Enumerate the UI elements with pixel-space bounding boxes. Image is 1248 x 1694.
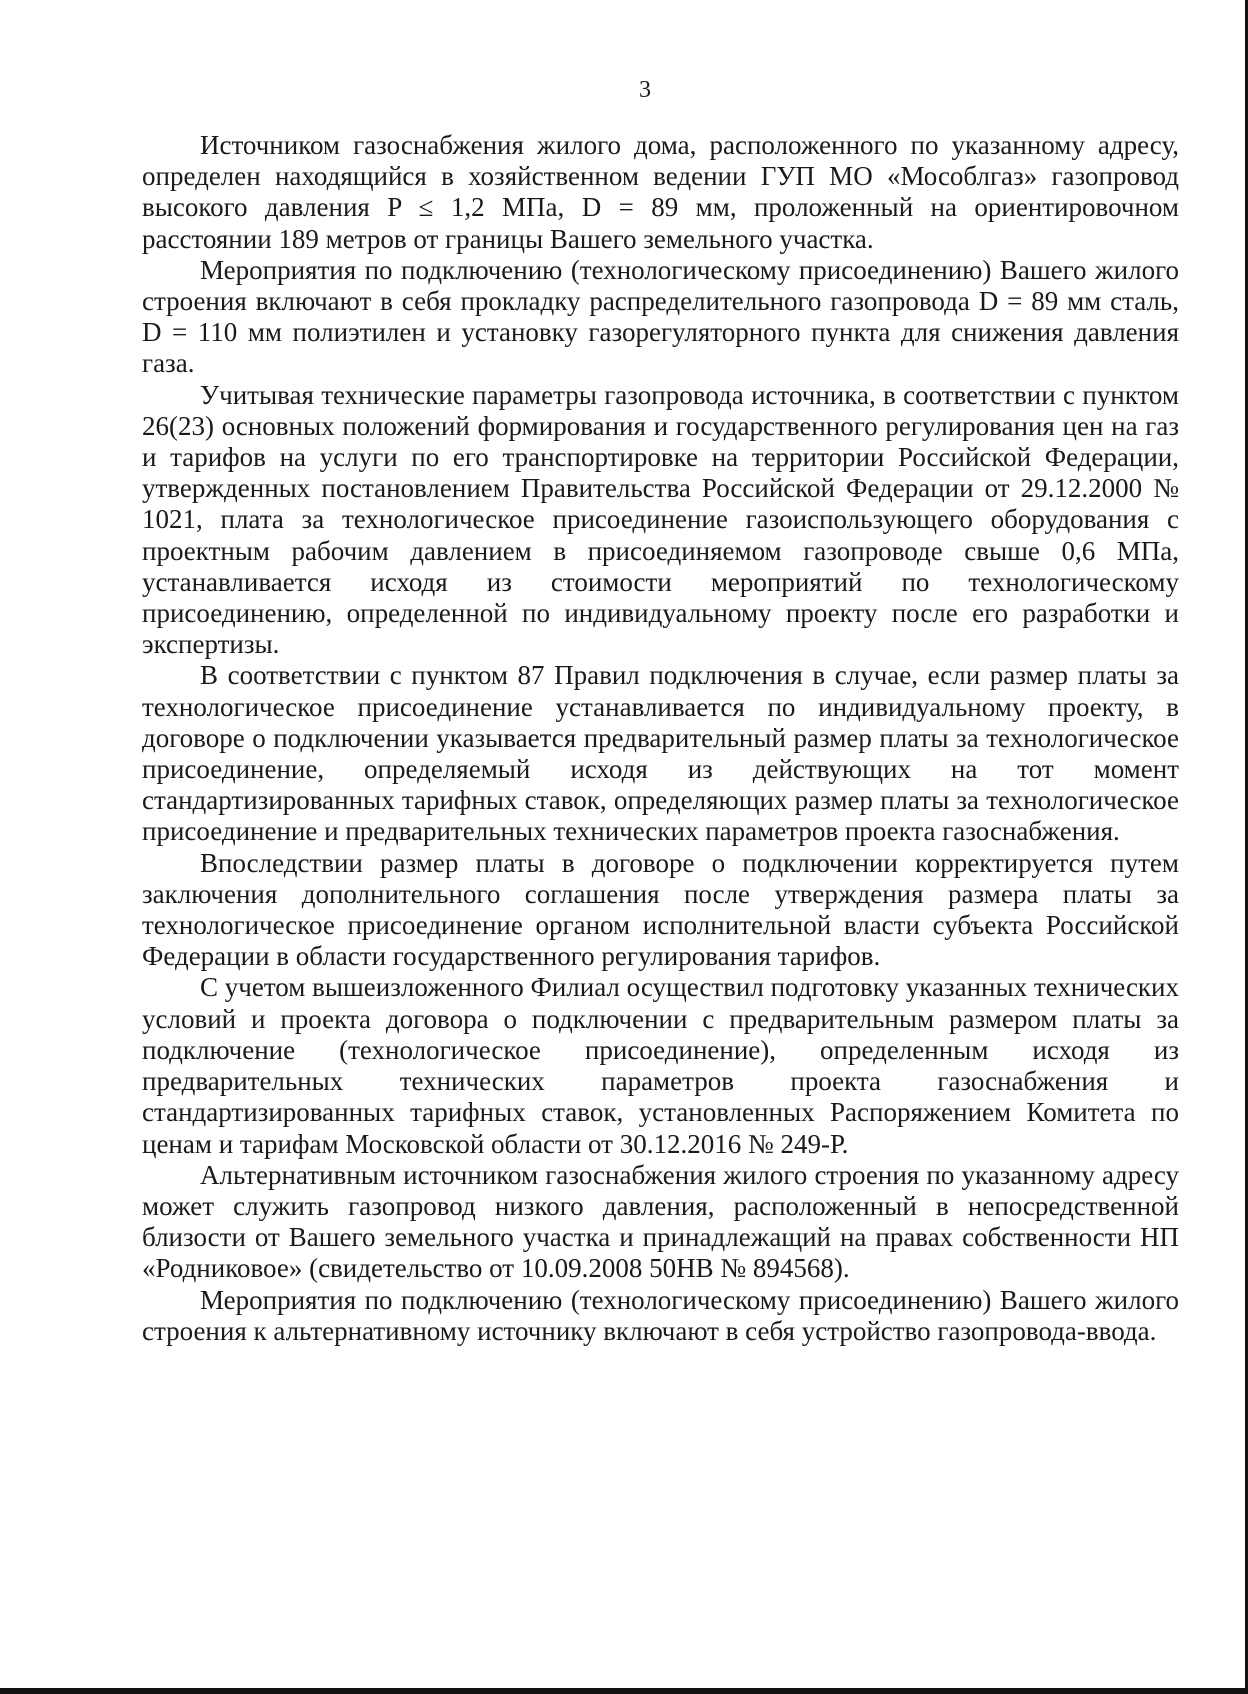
paragraph-rule-87: В соответствии с пунктом 87 Правил подключения в случае, если размер платы за технологическое присоединение устанавливается по индивидуальному проекту, в договоре о подключении указывается предварительный размер платы за технологическое присоединение, определяемый исходя из действующих на тот момент стандартизированных тарифных ставок, определяющих размер платы за технологическое присоединение и предварительных технических параметров проекта газоснабжения. <box>142 660 1179 847</box>
paragraph-gas-source: Источником газоснабжения жилого дома, расположенного по указанному адресу, определен находящийся в хозяйственном ведении ГУП МО «Мособлгаз» газопровод высокого давления P ≤ 1,2 МПа, D = 89 мм, проложенный на ориентировочном расстоянии 189 метров от границы Вашего земельного участка. <box>142 130 1179 254</box>
paragraph-connection-measures: Мероприятия по подключению (технологическому присоединению) Вашего жилого строения включают в себя прокладку распределительного газопровода D = 89 мм сталь, D = 110 мм полиэтилен и установку газорегуляторного пункта для снижения давления газа. <box>142 254 1179 379</box>
paragraph-branch-preparation: С учетом вышеизложенного Филиал осуществил подготовку указанных технических условий и проекта договора о подключении с предварительным размером платы за подключение (технологическое присоединение), определенным исходя из предварительных технических параметров проекта газоснабжения и стандартизированных тарифных ставок, установленных Распоряжением Комитета по ценам и тарифам Московской области от 30.12.2016 № 249-Р. <box>142 972 1179 1159</box>
scan-border-bottom <box>0 1688 1248 1694</box>
paragraph-fee-adjustment: Впоследствии размер платы в договоре о подключении корректируется путем заключения дополнительного соглашения после утверждения размера платы за технологическое присоединение органом исполнительной власти субъекта Российской Федерации в области государственного регулирования тарифов. <box>142 847 1179 972</box>
document-body <box>142 130 1179 1347</box>
page-number: 3 <box>639 77 651 103</box>
paragraph-fee-basis: Учитывая технические параметры газопровода источника, в соответствии с пунктом 26(23) основных положений формирования и государственного регулирования цен на газ и тарифов на услуги по его транспортировке на территории Российской Федерации, утвержденных постановлением Правительства Российской Федерации от 29.12.2000 № 1021, плата за технологическое присоединение газоиспользующего оборудования с проектным рабочим давлением в присоединяемом газопроводе свыше 0,6 МПа, устанавливается исходя из стоимости мероприятий по технологическому присоединению, определенной по индивидуальному проекту после его разработки и экспертизы. <box>142 379 1179 660</box>
paragraph-alternative-measures: Мероприятия по подключению (технологическому присоединению) Вашего жилого строения к альтернативному источнику включают в себя устройство газопровода-ввода. <box>142 1284 1179 1346</box>
paragraph-alternative-source: Альтернативным источником газоснабжения жилого строения по указанному адресу может служить газопровод низкого давления, расположенный в непосредственной близости от Вашего земельного участка и принадлежащий на правах собственности НП «Родниковое» (свидетельство от 10.09.2008 50НВ № 894568). <box>142 1159 1179 1284</box>
